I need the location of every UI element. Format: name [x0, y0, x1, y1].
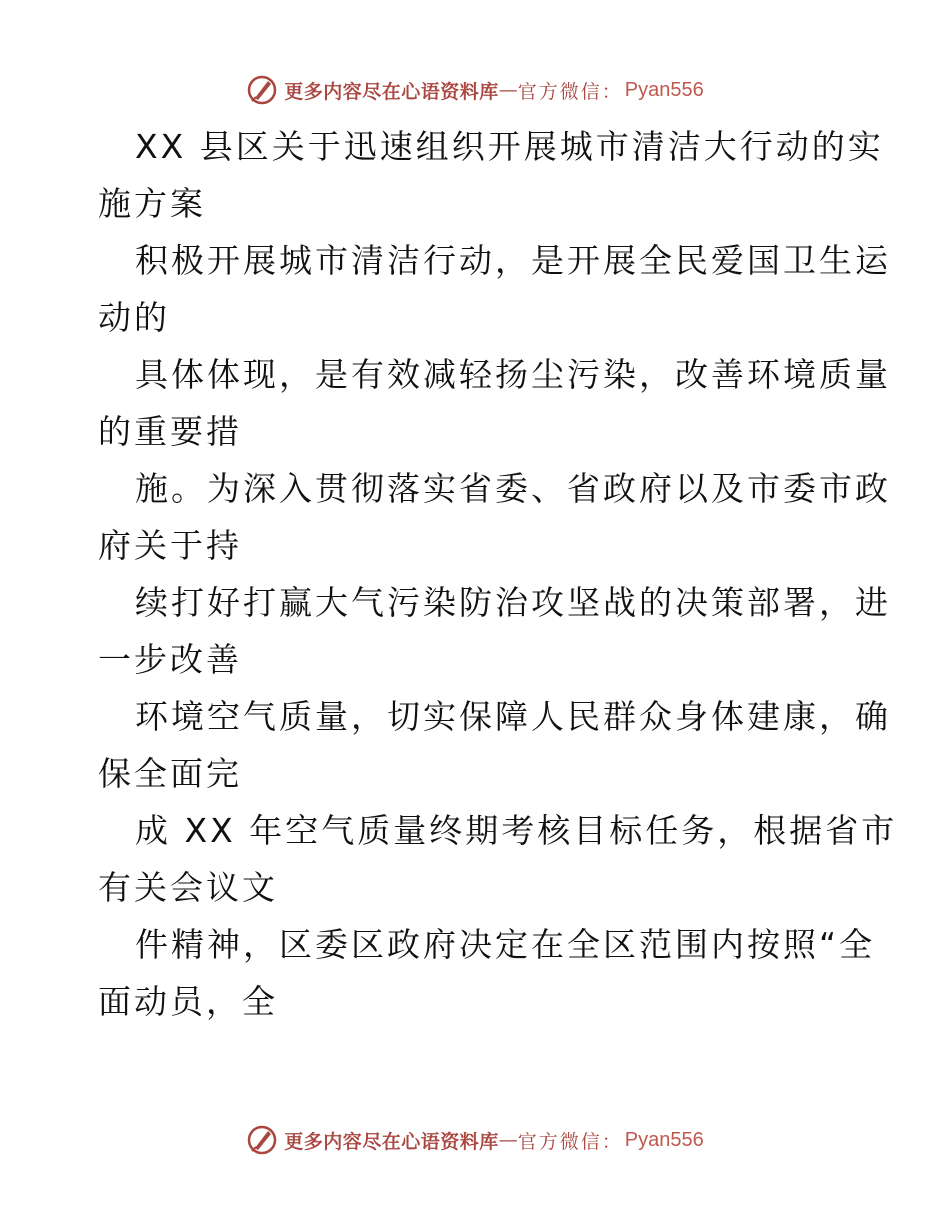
paragraph-line: 积极开展城市清洁行动，是开展全民爱国卫生运 — [135, 241, 891, 280]
banner-wechat-id: Pyan556 — [624, 78, 704, 101]
paragraph-line: 成 XX 年空气质量终期考核目标任务，根据省市 — [135, 811, 898, 850]
paragraph-line: 具体体现，是有效减轻扬尘污染，改善环境质量 — [135, 355, 891, 394]
paragraph-line: 面动员，全 — [98, 982, 278, 1021]
banner-wechat-label: 官方微信： — [517, 1130, 623, 1153]
banner-brand-text: 更多内容尽在心语资料库 — [284, 80, 499, 103]
document-title-line-1: XX 县区关于迅速组织开展城市清洁大行动的实 — [135, 127, 884, 166]
paragraph-line: 保全面完 — [98, 754, 242, 793]
document-body — [98, 118, 898, 1030]
banner-wechat-label: 官方微信： — [517, 80, 623, 103]
paragraph-line: 一步改善 — [98, 640, 242, 679]
paragraph-line: 动的 — [98, 298, 170, 337]
paragraph-line: 施。为深入贯彻落实省委、省政府以及市委市政 — [135, 469, 891, 508]
paragraph-line: 件精神，区委区政府决定在全区范围内按照“全 — [135, 925, 876, 964]
paragraph-line: 环境空气质量，切实保障人民群众身体建康，确 — [135, 697, 891, 736]
header-banner — [0, 70, 950, 110]
paragraph-line: 的重要措 — [98, 412, 242, 451]
paragraph-line: 续打好打赢大气污染防治攻坚战的决策部署，进 — [135, 583, 891, 622]
banner-separator: — — [498, 1129, 518, 1151]
paragraph-line: 府关于持 — [98, 526, 242, 565]
banner-wechat-id: Pyan556 — [624, 1128, 704, 1151]
quill-logo-icon — [246, 74, 278, 106]
paragraph-line: 有关会议文 — [98, 868, 278, 907]
quill-logo-icon — [246, 1124, 278, 1156]
banner-separator: — — [498, 79, 518, 101]
document-title-line-2: 施方案 — [98, 184, 206, 223]
footer-banner — [0, 1120, 950, 1160]
banner-brand-text: 更多内容尽在心语资料库 — [284, 1130, 499, 1153]
